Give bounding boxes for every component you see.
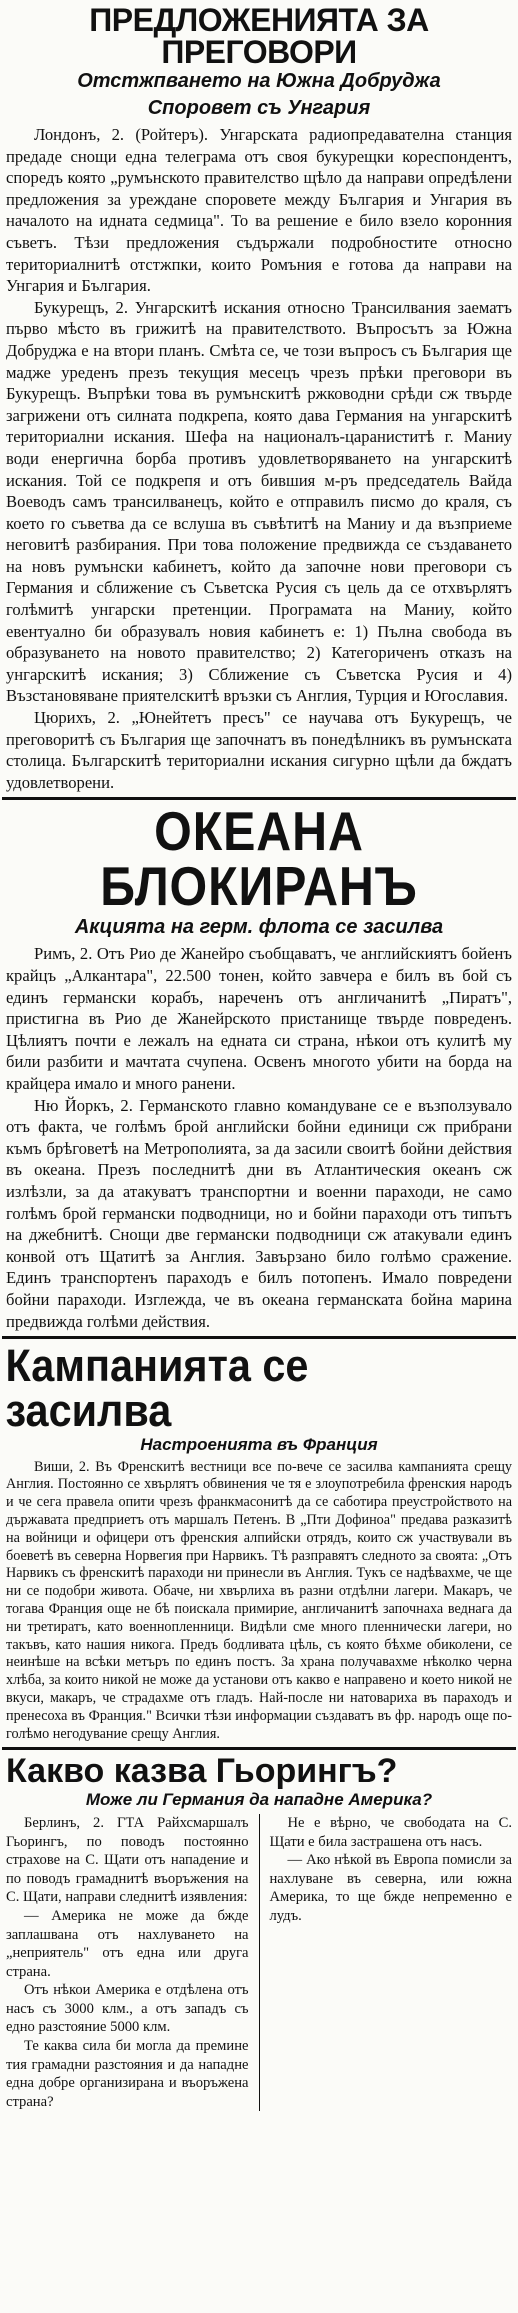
paragraph-zurich: Цюрихъ, 2. „Юнейтетъ пресъ" се научава отъ Букурещъ, че преговоритѣ съ България ще започнатъ въ понедѣлникъ въ румънската столица. Българскитѣ териториални искания сигурно щѣли да бждатъ удовлетворени. (6, 708, 512, 792)
divider (2, 1747, 516, 1750)
paragraph-freedom: Не е вѣрно, че свободата на С. Щати е била застрашена отъ насъ. (269, 1814, 512, 1850)
headline-goering: Какво казва Гьорингъ? (6, 1752, 398, 1791)
paragraph-rome: Римъ, 2. Отъ Рио де Жанейро съобщаватъ, че английскиятъ бойенъ крайцъ „Алкантара", 22.500 тонен, който завчера е билъ въ бой съ единъ германски корабъ, нареченъ отъ англичанитѣ „Пиратъ", пристигна въ Рио де Жанейрското пристанище твърде повреденъ. Цѣлиятъ почти е лежалъ на едната си страна, нѣкои отъ кулитѣ му били разбити и мачтата счупена. Освенъ многото убити на борда на крайцера имало и много ранени. (6, 944, 512, 1093)
paragraph-berlin: Берлинъ, 2. ГТА Райхсмаршалъ Гьорингъ, по поводъ постоянно страхове на С. Щати отъ нападение и по поводъ грамаднитѣ въоръжения на С. Щати, направи следнитѣ изявления: (6, 1814, 249, 1906)
divider (2, 1336, 516, 1339)
paragraph-bucharest: Букурещъ, 2. Унгарскитѣ искания относно Трансилвания заематъ първо мѣсто въ грижитѣ на правителството. Въпросътъ за Южна Добруджа е на втори планъ. Смѣта се, че този въпросъ съ България ще мадже уреденъ презъ текущия месецъ чрезъ прѣки преговори въ Букурещъ. Въпрѣки това въ румънскитѣ ржководни срѣди сж твърде загрижени отъ силната подкрепа, която дава Германия на унгарскитѣ териториални искания. Шефа на националъ-цараниститѣ г. Маниу води енергична борба противъ удовлетворяването на унгарскитѣ искания. Той се подкрепя и отъ бившия м-ръ председатель Вайда Воеводъ самъ трансилванецъ, който е отправилъ писмо до краля, съ което го съветва да се вслуша въ съвѣтитѣ на Маниу и да възприеме неговитѣ разбирания. При това положение предвижда се създаването на новъ румънски кабинетъ, който да започне нови преговори съ Германия и сближение съ Съветска Русия съ цель да се отхвърлятъ голѣмитѣ унгарски претенции. Програмата на Маниу, който евентуално би образувалъ новия кабинетъ е: 1) Пълна свобода въ образуването на новото правителство; 2) Категориченъ отказъ на унгарскитѣ искания; 3) Сближение съ Съветска Русия и 4) Възстановяване приятелскитѣ връзки съ Англия, Турция и Югославия. (6, 297, 512, 706)
paragraph-london: Лондонъ, 2. (Ройтеръ). Унгарската радиопредавателна станция предаде снощи една телеграма отъ своя букурещки кореспондентъ, споредъ която „румънското правителство щѣло да направи опредѣлени предложения за уреждане споровете между България и Унгария въ началото на идната седмица". То ва решение е било взело коронния съветъ. Тѣзи предложения съдържали подробностите относно териториалнитѣ отстжпки, които Ромъния е готова да направи на Унгария и България. (6, 125, 512, 296)
column-right (270, 1814, 513, 2112)
paragraph-vichy: Виши, 2. Въ Френскитѣ вестници все по-вече се засилва кампанията срещу Англия. Постоянно се хвърлятъ обвинения че тя е злоупотребила френския народъ и че сега правела опити чрезъ франкмасонитѣ да се саботира преустройството на държавата предприетъ отъ маршалъ Петенъ. В „Пти Дофиноа" предава разказитѣ на войници и офицери отъ френския алпийски отрядъ, които сж участвували въ боеветѣ въ северна Норвегия при Нарвикъ. Тѣ разправятъ следното за своята: „Отъ Нарвикъ съ френскитѣ параходи ни принесли въ Англия. Тукъ се надѣвахме, че ще ни се подобри живота. Обаче, ни хвърлиха въ разни отдѣлни лагери. Макаръ, че тогава Франция още не бѣ поискала примирие, англичанитѣ започнаха веднага да ни третиратъ, като военнопленници. Видѣли сме много пленнически лагери, но такъвъ, като нашия никога. Предъ бодливата цѣль, съ която бѣхме обиколени, се неинѣше на всѣки метъръ по единъ постъ. За храна получавахме нѣколко черна хлѣба, за които никой не може да установи отъ какво е направено и което никой не вкуси, макаръ, че страдахме отъ гладъ. Най-после ни натовариха въ параходъ и пренесоха въ Франция." Всички тѣзи информации създаватъ въ фр. народъ още по-голѣмо негодувание срещу Англия. (6, 1458, 512, 1742)
paragraph-distance: Отъ нѣкои Америка е отдѣлена отъ насъ съ 3000 клм., а отъ западъ съ едно разстояние 5000 клм. (6, 1982, 249, 2036)
column-divider (259, 1814, 260, 2112)
paragraph-question: Те каква сила би могла да премине тия грамадни разстояния и да нападне една добре организирана и въоръжена страна? (6, 2038, 249, 2110)
paragraph-new-york: Ню Йоркъ, 2. Германското главно командуване се е възползувало отъ факта, че голѣмъ брой английски бойни единици сж прибрани къмъ брѣговетѣ на Метрополията, за да засили своитѣ бойни действия въ океана. Презъ последнитѣ дни въ Атлантическия океанъ сж излѣзли, за да атакуватъ транспортни и военни параходи, не само голѣмъ брой германски подводници, но и бойни параходи отъ типътъ на джебнитѣ. Снощи две германски подводници сж атакували единъ конвой отъ Щатитѣ за Англия. Завързано било голѣмо сражение. Единъ транспортенъ параходъ е билъ потопенъ. Имало повредени бойни параходи. Изглежда, че въ океана германската бойна марина предвижда голѣми действия. (6, 1095, 512, 1331)
subheading-german-fleet: Акцията на герм. флота се засилва (74, 916, 444, 939)
subheading-hungary: Споровет съ Унгария (147, 97, 371, 119)
paragraph-quote-1: — Америка не може да бжде заплашвана отъ нахлуването на „неприятель" отъ една или друга страна. (6, 1907, 249, 1980)
headline-negotiations: ПРЕДЛОЖЕНИЯТА ЗА ПРЕГОВОРИ (89, 2, 429, 70)
paragraph-quote-2: — Ако нѣкой въ Европа помисли за нахлуване въ северна, или южна Америка, то ще бжде непременно е лудъ. (269, 1852, 512, 1924)
subheading-france-moods: Настроенията въ Франция (140, 1435, 378, 1455)
subheading-dobrudja: Отстжпването на Южна Добруджа (77, 70, 441, 92)
column-left (6, 1814, 249, 2112)
headline-campaign: Кампанията се засилва (5, 1340, 309, 1437)
headline-ocean-blockade: ОКЕАНА БЛОКИРАНЪ (100, 800, 418, 918)
subheading-america: Може ли Германия да нападне Америка? (85, 1790, 433, 1810)
two-column-text (6, 1814, 512, 2112)
